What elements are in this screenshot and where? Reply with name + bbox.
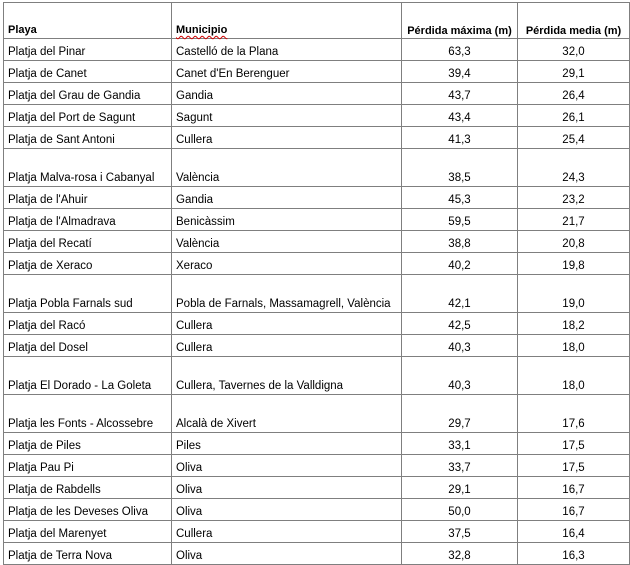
cell-perdida-maxima: 38,5 bbox=[402, 149, 518, 187]
cell-perdida-media: 16,4 bbox=[518, 521, 630, 543]
cell-perdida-media: 29,1 bbox=[518, 61, 630, 83]
cell-perdida-maxima: 63,3 bbox=[402, 39, 518, 61]
table-row bbox=[4, 395, 630, 433]
cell-municipio: Cullera bbox=[172, 313, 402, 335]
table-row bbox=[4, 61, 630, 83]
table-row bbox=[4, 275, 630, 313]
cell-municipio: Gandia bbox=[172, 187, 402, 209]
cell-perdida-maxima: 29,1 bbox=[402, 477, 518, 499]
table-row bbox=[4, 149, 630, 187]
cell-municipio: Alcalà de Xivert bbox=[172, 395, 402, 433]
cell-playa: Platja Pau Pi bbox=[4, 455, 172, 477]
cell-municipio: Castelló de la Plana bbox=[172, 39, 402, 61]
cell-municipio: Oliva bbox=[172, 543, 402, 565]
cell-municipio: València bbox=[172, 231, 402, 253]
cell-playa: Platja del Recatí bbox=[4, 231, 172, 253]
cell-playa: Platja del Pinar bbox=[4, 39, 172, 61]
table-row bbox=[4, 253, 630, 275]
table-row bbox=[4, 357, 630, 395]
cell-playa: Platja les Fonts - Alcossebre bbox=[4, 395, 172, 433]
cell-perdida-media: 16,7 bbox=[518, 499, 630, 521]
cell-playa: Platja del Grau de Gandia bbox=[4, 83, 172, 105]
cell-perdida-media: 20,8 bbox=[518, 231, 630, 253]
cell-perdida-media: 19,8 bbox=[518, 253, 630, 275]
table-row bbox=[4, 105, 630, 127]
cell-perdida-maxima: 32,8 bbox=[402, 543, 518, 565]
header-playa: Playa bbox=[4, 3, 172, 39]
table-row bbox=[4, 477, 630, 499]
cell-perdida-maxima: 45,3 bbox=[402, 187, 518, 209]
cell-playa: Platja del Dosel bbox=[4, 335, 172, 357]
table-row bbox=[4, 39, 630, 61]
cell-playa: Platja Malva-rosa i Cabanyal bbox=[4, 149, 172, 187]
cell-perdida-media: 16,7 bbox=[518, 477, 630, 499]
table-row bbox=[4, 455, 630, 477]
cell-perdida-maxima: 29,7 bbox=[402, 395, 518, 433]
cell-perdida-maxima: 38,8 bbox=[402, 231, 518, 253]
cell-playa: Platja de Rabdells bbox=[4, 477, 172, 499]
cell-perdida-media: 19,0 bbox=[518, 275, 630, 313]
cell-perdida-maxima: 41,3 bbox=[402, 127, 518, 149]
header-perdida-maxima: Pérdida máxima (m) bbox=[402, 3, 518, 39]
cell-perdida-media: 17,6 bbox=[518, 395, 630, 433]
cell-municipio: Oliva bbox=[172, 499, 402, 521]
header-municipio: Municipio bbox=[172, 3, 402, 39]
cell-playa: Platja El Dorado - La Goleta bbox=[4, 357, 172, 395]
cell-playa: Platja del Racó bbox=[4, 313, 172, 335]
cell-perdida-media: 26,4 bbox=[518, 83, 630, 105]
cell-perdida-media: 17,5 bbox=[518, 433, 630, 455]
cell-municipio: Benicàssim bbox=[172, 209, 402, 231]
cell-playa: Platja del Marenyet bbox=[4, 521, 172, 543]
cell-perdida-media: 21,7 bbox=[518, 209, 630, 231]
table-row bbox=[4, 543, 630, 565]
cell-perdida-media: 23,2 bbox=[518, 187, 630, 209]
cell-municipio: Xeraco bbox=[172, 253, 402, 275]
table-row bbox=[4, 231, 630, 253]
table-row bbox=[4, 187, 630, 209]
cell-playa: Platja de Canet bbox=[4, 61, 172, 83]
cell-perdida-maxima: 50,0 bbox=[402, 499, 518, 521]
cell-playa: Platja Pobla Farnals sud bbox=[4, 275, 172, 313]
cell-perdida-maxima: 37,5 bbox=[402, 521, 518, 543]
beach-loss-table bbox=[3, 2, 630, 565]
cell-playa: Platja de Terra Nova bbox=[4, 543, 172, 565]
cell-playa: Platja de l'Ahuir bbox=[4, 187, 172, 209]
table-row bbox=[4, 335, 630, 357]
cell-playa: Platja de Sant Antoni bbox=[4, 127, 172, 149]
cell-perdida-media: 24,3 bbox=[518, 149, 630, 187]
table-body bbox=[4, 39, 630, 565]
table-row bbox=[4, 521, 630, 543]
cell-perdida-maxima: 33,7 bbox=[402, 455, 518, 477]
cell-perdida-maxima: 40,3 bbox=[402, 335, 518, 357]
cell-municipio: Cullera bbox=[172, 521, 402, 543]
cell-municipio: Piles bbox=[172, 433, 402, 455]
cell-perdida-media: 26,1 bbox=[518, 105, 630, 127]
cell-perdida-media: 18,2 bbox=[518, 313, 630, 335]
cell-perdida-media: 16,3 bbox=[518, 543, 630, 565]
table-row bbox=[4, 127, 630, 149]
cell-perdida-maxima: 39,4 bbox=[402, 61, 518, 83]
cell-municipio: València bbox=[172, 149, 402, 187]
cell-perdida-maxima: 40,2 bbox=[402, 253, 518, 275]
cell-municipio: Gandia bbox=[172, 83, 402, 105]
cell-perdida-maxima: 40,3 bbox=[402, 357, 518, 395]
cell-perdida-maxima: 42,5 bbox=[402, 313, 518, 335]
cell-playa: Platja de Xeraco bbox=[4, 253, 172, 275]
cell-perdida-media: 18,0 bbox=[518, 335, 630, 357]
cell-municipio: Canet d'En Berenguer bbox=[172, 61, 402, 83]
cell-municipio: Cullera, Tavernes de la Valldigna bbox=[172, 357, 402, 395]
cell-playa: Platja de Piles bbox=[4, 433, 172, 455]
cell-perdida-media: 25,4 bbox=[518, 127, 630, 149]
header-row bbox=[4, 3, 630, 39]
cell-perdida-media: 17,5 bbox=[518, 455, 630, 477]
table-row bbox=[4, 209, 630, 231]
cell-playa: Platja de les Deveses Oliva bbox=[4, 499, 172, 521]
cell-municipio: Cullera bbox=[172, 127, 402, 149]
cell-municipio: Oliva bbox=[172, 455, 402, 477]
cell-perdida-maxima: 42,1 bbox=[402, 275, 518, 313]
cell-perdida-maxima: 43,4 bbox=[402, 105, 518, 127]
table-row bbox=[4, 433, 630, 455]
table-row bbox=[4, 499, 630, 521]
cell-perdida-maxima: 33,1 bbox=[402, 433, 518, 455]
cell-perdida-media: 18,0 bbox=[518, 357, 630, 395]
cell-municipio: Cullera bbox=[172, 335, 402, 357]
cell-municipio: Oliva bbox=[172, 477, 402, 499]
cell-municipio: Pobla de Farnals, Massamagrell, València bbox=[172, 275, 402, 313]
cell-perdida-maxima: 59,5 bbox=[402, 209, 518, 231]
table-row bbox=[4, 313, 630, 335]
cell-playa: Platja de l'Almadrava bbox=[4, 209, 172, 231]
cell-perdida-maxima: 43,7 bbox=[402, 83, 518, 105]
cell-perdida-media: 32,0 bbox=[518, 39, 630, 61]
cell-playa: Platja del Port de Sagunt bbox=[4, 105, 172, 127]
cell-municipio: Sagunt bbox=[172, 105, 402, 127]
table-row bbox=[4, 83, 630, 105]
header-perdida-media: Pérdida media (m) bbox=[518, 3, 630, 39]
